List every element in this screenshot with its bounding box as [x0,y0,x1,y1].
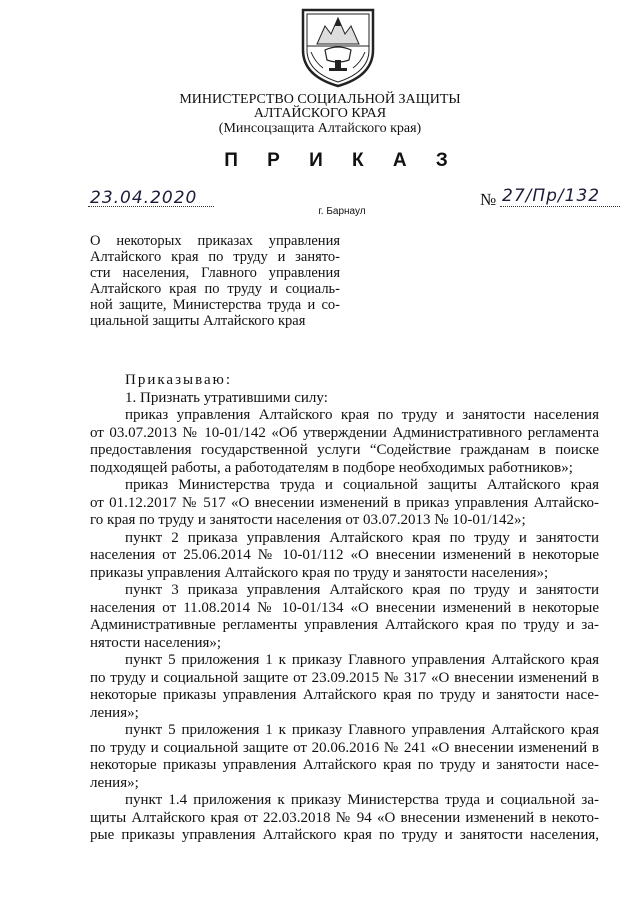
ministry-line-2: АЛТАЙСКОГО КРАЯ [253,106,387,121]
body-line: 1. Признать утратившими силу: [125,389,328,406]
order-title: П Р И К А З [224,150,460,171]
body-line: Административные регламенты управления Алтайского края по труду и за- [90,617,599,633]
ministry-line-3: (Минсоцзащита Алтайского края) [218,121,422,136]
order-subject [90,233,340,329]
body-line: ления»; [90,704,139,721]
body-line: приказ Министерства труда и социальной защиты Алтайского края [125,477,599,493]
body-line: приказ управления Алтайского края по труду и занятости населения [125,407,599,423]
subject-line: О некоторых приказах управления [90,233,340,249]
city: г. Барнаул [318,206,366,217]
body-line: пункт 1.4 приложения к приказу Министерства труда и социальной за- [125,792,599,808]
body-line: щиты Алтайского края от 22.03.2018 № 94 «О внесении изменений в некото- [90,809,599,826]
body-line: приказы управления Алтайского края по труду и занятости населения»; [90,564,549,581]
body-line: некоторые приказы управления Алтайского края по труду и занятости насе- [90,757,599,773]
order-number-handwritten: 27/Пр/132 [502,186,601,206]
body-line: пункт 5 приложения 1 к приказу Главного управления Алтайского края [125,652,599,668]
order-body [90,372,599,845]
subject-line: ной защите, Министерства труда и со- [90,297,340,313]
subject-line: сти населения, Главного управления [90,265,340,281]
body-line: по труду и социальной защите от 20.06.2016 № 241 «О внесении изменений в [90,739,599,756]
body-line: пункт 2 приказа управления Алтайского края по труду и занятости [125,529,599,546]
subject-line: Алтайского края по труду и занято- [90,249,340,265]
body-line: от 01.12.2017 № 517 «О внесении изменений в приказ управления Алтайско- [90,494,599,511]
ministry-line-1: МИНИСТЕРСТВО СОЦИАЛЬНОЙ ЗАЩИТЫ [179,92,461,107]
body-line: рые приказы управления Алтайского края по труду и занятости населения, [90,827,599,843]
body-line: населения от 11.08.2014 № 10-01/134 «О внесении изменений в некоторые [90,599,599,616]
body-line: населения от 25.06.2014 № 10-01/112 «О внесении изменений в некоторые [90,547,599,563]
subject-line: циальной защиты Алтайского края [90,313,306,329]
body-line: пункт 3 приказа управления Алтайского края по труду и занятости [125,582,599,598]
number-sign: № [480,190,497,209]
subject-line: Алтайского края по труду и социаль- [90,281,340,297]
body-line: пункт 5 приложения 1 к приказу Главного управления Алтайского края [125,722,599,738]
body-line: некоторые приказы управления Алтайского края по труду и занятости насе- [90,687,599,703]
body-line: по труду и социальной защите от 23.09.2015 № 317 «О внесении изменений в [90,669,599,686]
body-line: го края по труду и занятости населения от 03.07.2013 № 10-01/142»; [90,512,526,528]
coat-of-arms-emblem [295,6,381,88]
order-word: Приказываю: [125,372,232,388]
order-date-handwritten: 23.04.2020 [90,188,198,208]
body-line: подходящей работы, а работодателям в подборе необходимых работников»; [90,459,573,476]
body-line: предоставления государственной услуги “Содействие гражданам в поиске [90,442,599,458]
body-line: от 03.07.2013 № 10-01/142 «Об утверждении Административного регламента [90,424,599,441]
body-line: нятости населения»; [90,634,222,651]
body-line: ления»; [90,774,139,791]
